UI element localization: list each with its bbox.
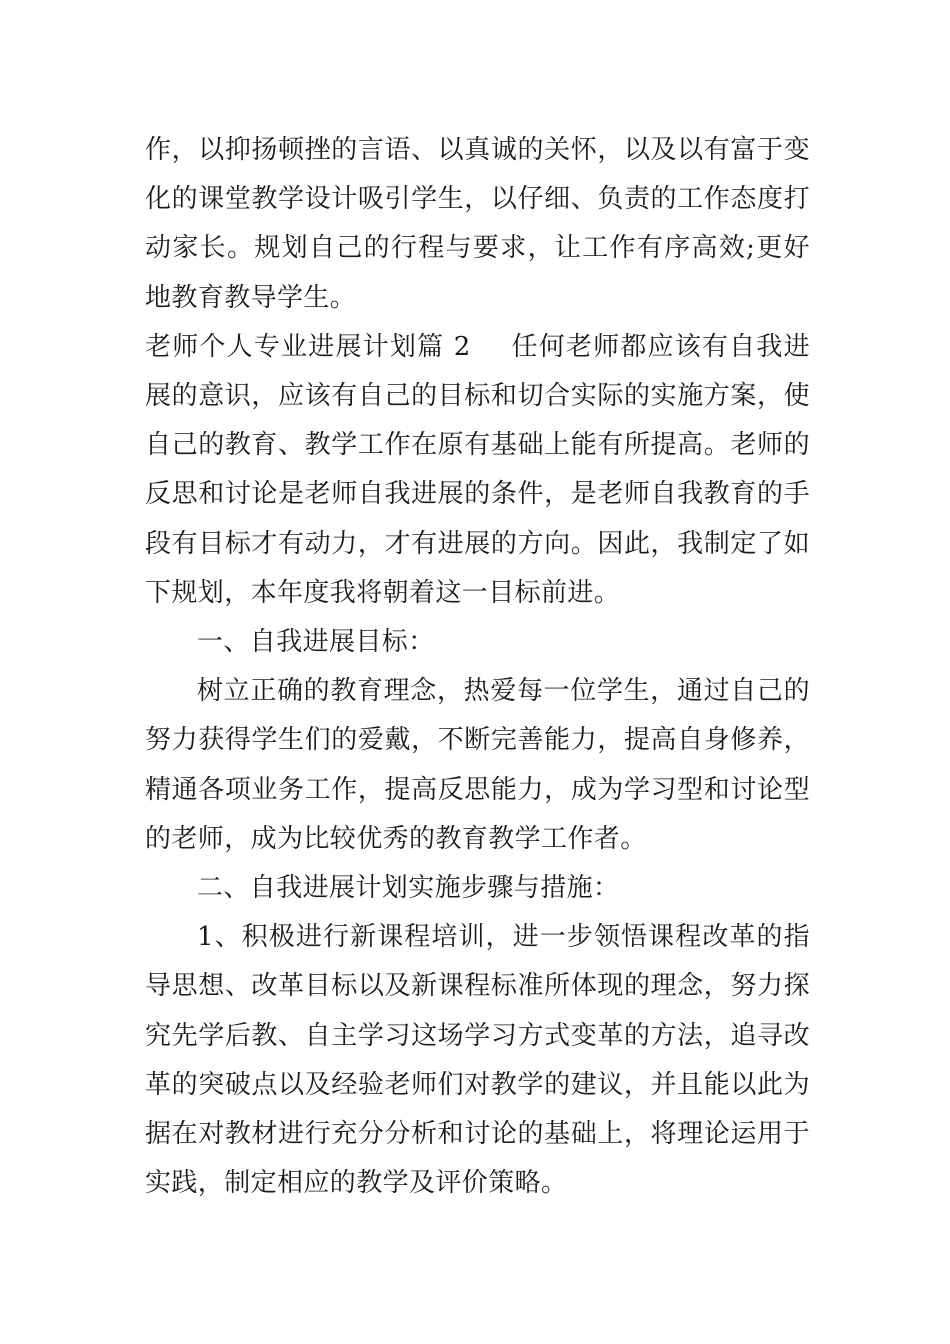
section-2-title: 二、自我进展计划实施步骤与措施： [197,873,620,904]
section-1-title: 一、自我进展目标： [197,627,435,658]
plan-2-intro-text: 任何老师都应该有自我进展的意识，应该有自己的目标和切合实际的实施方案，使自己的教育、教学工作在原有基础上能有所提高。老师的反思和讨论是老师自我进展的条件，是老师自我教育的手段有目标才有动力，才有进展的方向。因此，我制定了如下规划，本年度我将朝着这一目标前进。 [145,331,810,608]
section-1-body: 树立正确的教育理念，热爱每一位学生，通过自己的努力获得学生们的爱戴，不断完善能力，提高自身修养，精通各项业务工作，提高反思能力，成为学习型和讨论型的老师，成为比较优秀的教育教学工作者。 [145,676,810,854]
document-body [145,126,810,1208]
plan-2-heading: 老师个人专业进展计划篇 2 [145,331,471,362]
paragraph-continued-intro: 作，以抑扬顿挫的言语、以真诚的关怀，以及以有富于变化的课堂教学设计吸引学生，以仔细、负责的工作态度打动家长。规划自己的行程与要求，让工作有序高效;更好地教育教导学生。 [145,135,810,313]
paragraph-plan-2-intro [145,323,810,618]
section-2-item-1: 1、积极进行新课程培训，进一步领悟课程改革的指导思想、改革目标以及新课程标准所体现的理念，努力探究先学后教、自主学习这场学习方式变革的方法，追寻改革的突破点以及经验老师们对教学的建议，并且能以此为据在对教材进行充分分析和讨论的基础上，将理论运用于实践，制定相应的教学及评价策略。 [145,922,810,1199]
